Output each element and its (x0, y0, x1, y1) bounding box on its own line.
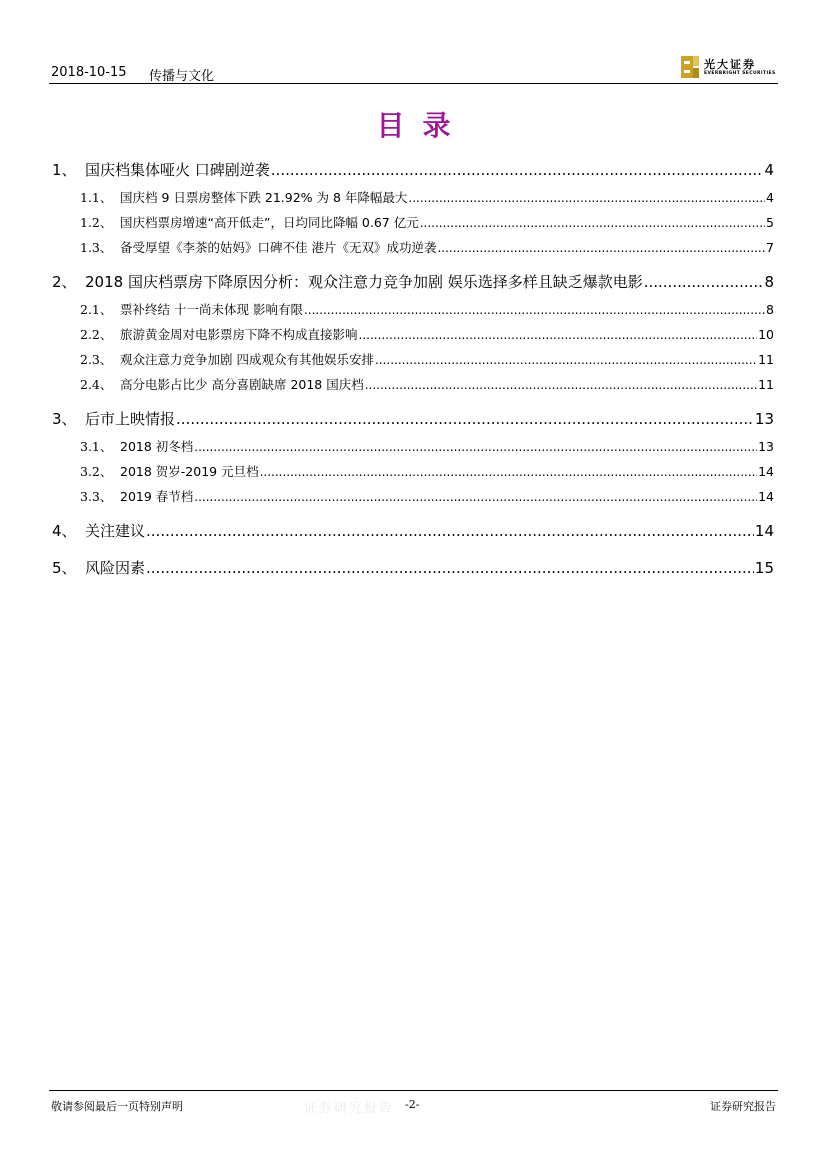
toc-entry-page: 15 (754, 559, 774, 577)
toc-entry-title: 国庆档集体哑火 口碑剧逆袭 (85, 161, 270, 179)
toc-entry[interactable] (80, 350, 774, 368)
toc-entry-page: 5 (766, 215, 774, 230)
toc-entry[interactable] (80, 213, 774, 231)
toc-leader (375, 353, 757, 367)
toc-leader (437, 241, 765, 255)
toc-entry-page: 13 (758, 439, 774, 454)
toc-entry[interactable] (52, 520, 774, 541)
everbright-logo (680, 55, 776, 81)
toc-leader (260, 465, 758, 479)
report-sector: 传播与文化 (149, 69, 215, 84)
toc-title: 目录 (376, 109, 469, 142)
toc-entry[interactable] (80, 375, 774, 393)
page-footer (49, 1090, 778, 1117)
toc-entry-number: 5、 (52, 559, 77, 577)
toc-entry-number: 2、 (52, 273, 77, 291)
toc-leader (194, 440, 757, 454)
toc-entry-title: 关注建议 (85, 522, 146, 540)
toc-entry-title: 备受厚望《李茶的姑妈》口碑不佳 港片《无双》成功逆袭 (120, 240, 437, 255)
toc-entry-title: 2018 国庆档票房下降原因分析：观众注意力竞争加剧 娱乐选择多样且缺乏爆款电影 (85, 273, 643, 291)
toc-entry-title: 国庆档票房增速“高开低走”，日均同比降幅 0.67 亿元 (120, 215, 419, 230)
toc-leader (420, 216, 765, 230)
toc-leader (176, 410, 754, 428)
toc-entry[interactable] (80, 462, 774, 480)
toc-entry[interactable] (80, 188, 774, 206)
page-number: -2- (405, 1098, 420, 1111)
toc-entry-number: 2.2、 (80, 327, 113, 342)
page-header (49, 55, 778, 84)
toc-entry-number: 1.3、 (80, 240, 113, 255)
toc-entry-page: 11 (758, 377, 774, 392)
toc-leader (146, 522, 754, 540)
everbright-logo-icon (680, 55, 700, 79)
toc-entry-number: 3、 (52, 410, 77, 428)
toc-entry[interactable] (52, 408, 774, 429)
toc-entry-title: 观众注意力竞争加剧 四成观众有其他娱乐安排 (120, 352, 374, 367)
toc-entry-page: 13 (754, 410, 774, 428)
toc-leader (365, 378, 757, 392)
toc-leader (194, 490, 757, 504)
disclaimer-note: 敬请参阅最后一页特别声明 (51, 1100, 183, 1113)
toc-entry-number: 3.1、 (80, 439, 113, 454)
toc-entry[interactable] (80, 487, 774, 505)
logo-text-en: EVERBRIGHT SECURITIES (704, 71, 776, 76)
toc-entry-page: 8 (766, 302, 774, 317)
toc-entry-page: 4 (764, 161, 774, 179)
toc-entry-number: 1、 (52, 161, 77, 179)
toc-entry-title: 风险因素 (85, 559, 146, 577)
toc-entry-page: 14 (754, 522, 774, 540)
toc-entry[interactable] (52, 271, 774, 292)
toc-leader (304, 303, 765, 317)
report-date: 2018-10-15 (51, 65, 127, 80)
toc-entry[interactable] (80, 325, 774, 343)
toc-entry-title: 国庆档 9 日票房整体下跌 21.92% 为 8 年降幅最大 (120, 190, 408, 205)
logo-text-cn: 光大证券 (704, 58, 756, 71)
toc-entry-number: 1.2、 (80, 215, 113, 230)
toc-entry-number: 3.2、 (80, 464, 113, 479)
toc-entry-title: 高分电影占比少 高分喜剧缺席 2018 国庆档 (120, 377, 364, 392)
toc-entry-title: 后市上映情报 (85, 410, 176, 428)
toc-entry-page: 8 (764, 273, 774, 291)
footer-watermark: 证券研究报告 (304, 1101, 395, 1116)
toc-entry-title: 2019 春节档 (120, 489, 194, 504)
toc-entry-page: 14 (758, 489, 774, 504)
toc-leader (644, 273, 764, 291)
toc-entry-page: 7 (766, 240, 774, 255)
toc-entry[interactable] (80, 300, 774, 318)
toc-entry-number: 4、 (52, 522, 77, 540)
toc-entry-title: 2018 贺岁-2019 元旦档 (120, 464, 259, 479)
toc-entry[interactable] (52, 159, 774, 180)
toc-entry-number: 2.4、 (80, 377, 113, 392)
toc-entry-number: 2.3、 (80, 352, 113, 367)
report-type: 证券研究报告 (710, 1100, 776, 1113)
toc-leader (146, 559, 754, 577)
toc-entry-page: 11 (758, 352, 774, 367)
toc-entry-title: 2018 初冬档 (120, 439, 194, 454)
toc-leader (359, 328, 758, 342)
toc-leader (271, 161, 764, 179)
toc-leader (408, 191, 765, 205)
toc-entry[interactable] (80, 238, 774, 256)
toc-entry-number: 2.1、 (80, 302, 113, 317)
toc-entry-page: 14 (758, 464, 774, 479)
toc-entry-number: 3.3、 (80, 489, 113, 504)
toc-entry-page: 10 (758, 327, 774, 342)
toc-entry-page: 4 (766, 190, 774, 205)
toc-entry[interactable] (80, 437, 774, 455)
toc-entry[interactable] (52, 557, 774, 578)
toc-entry-title: 旅游黄金周对电影票房下降不构成直接影响 (120, 327, 358, 342)
toc-entry-number: 1.1、 (80, 190, 113, 205)
toc-entry-title: 票补终结 十一尚未体现 影响有限 (120, 302, 303, 317)
